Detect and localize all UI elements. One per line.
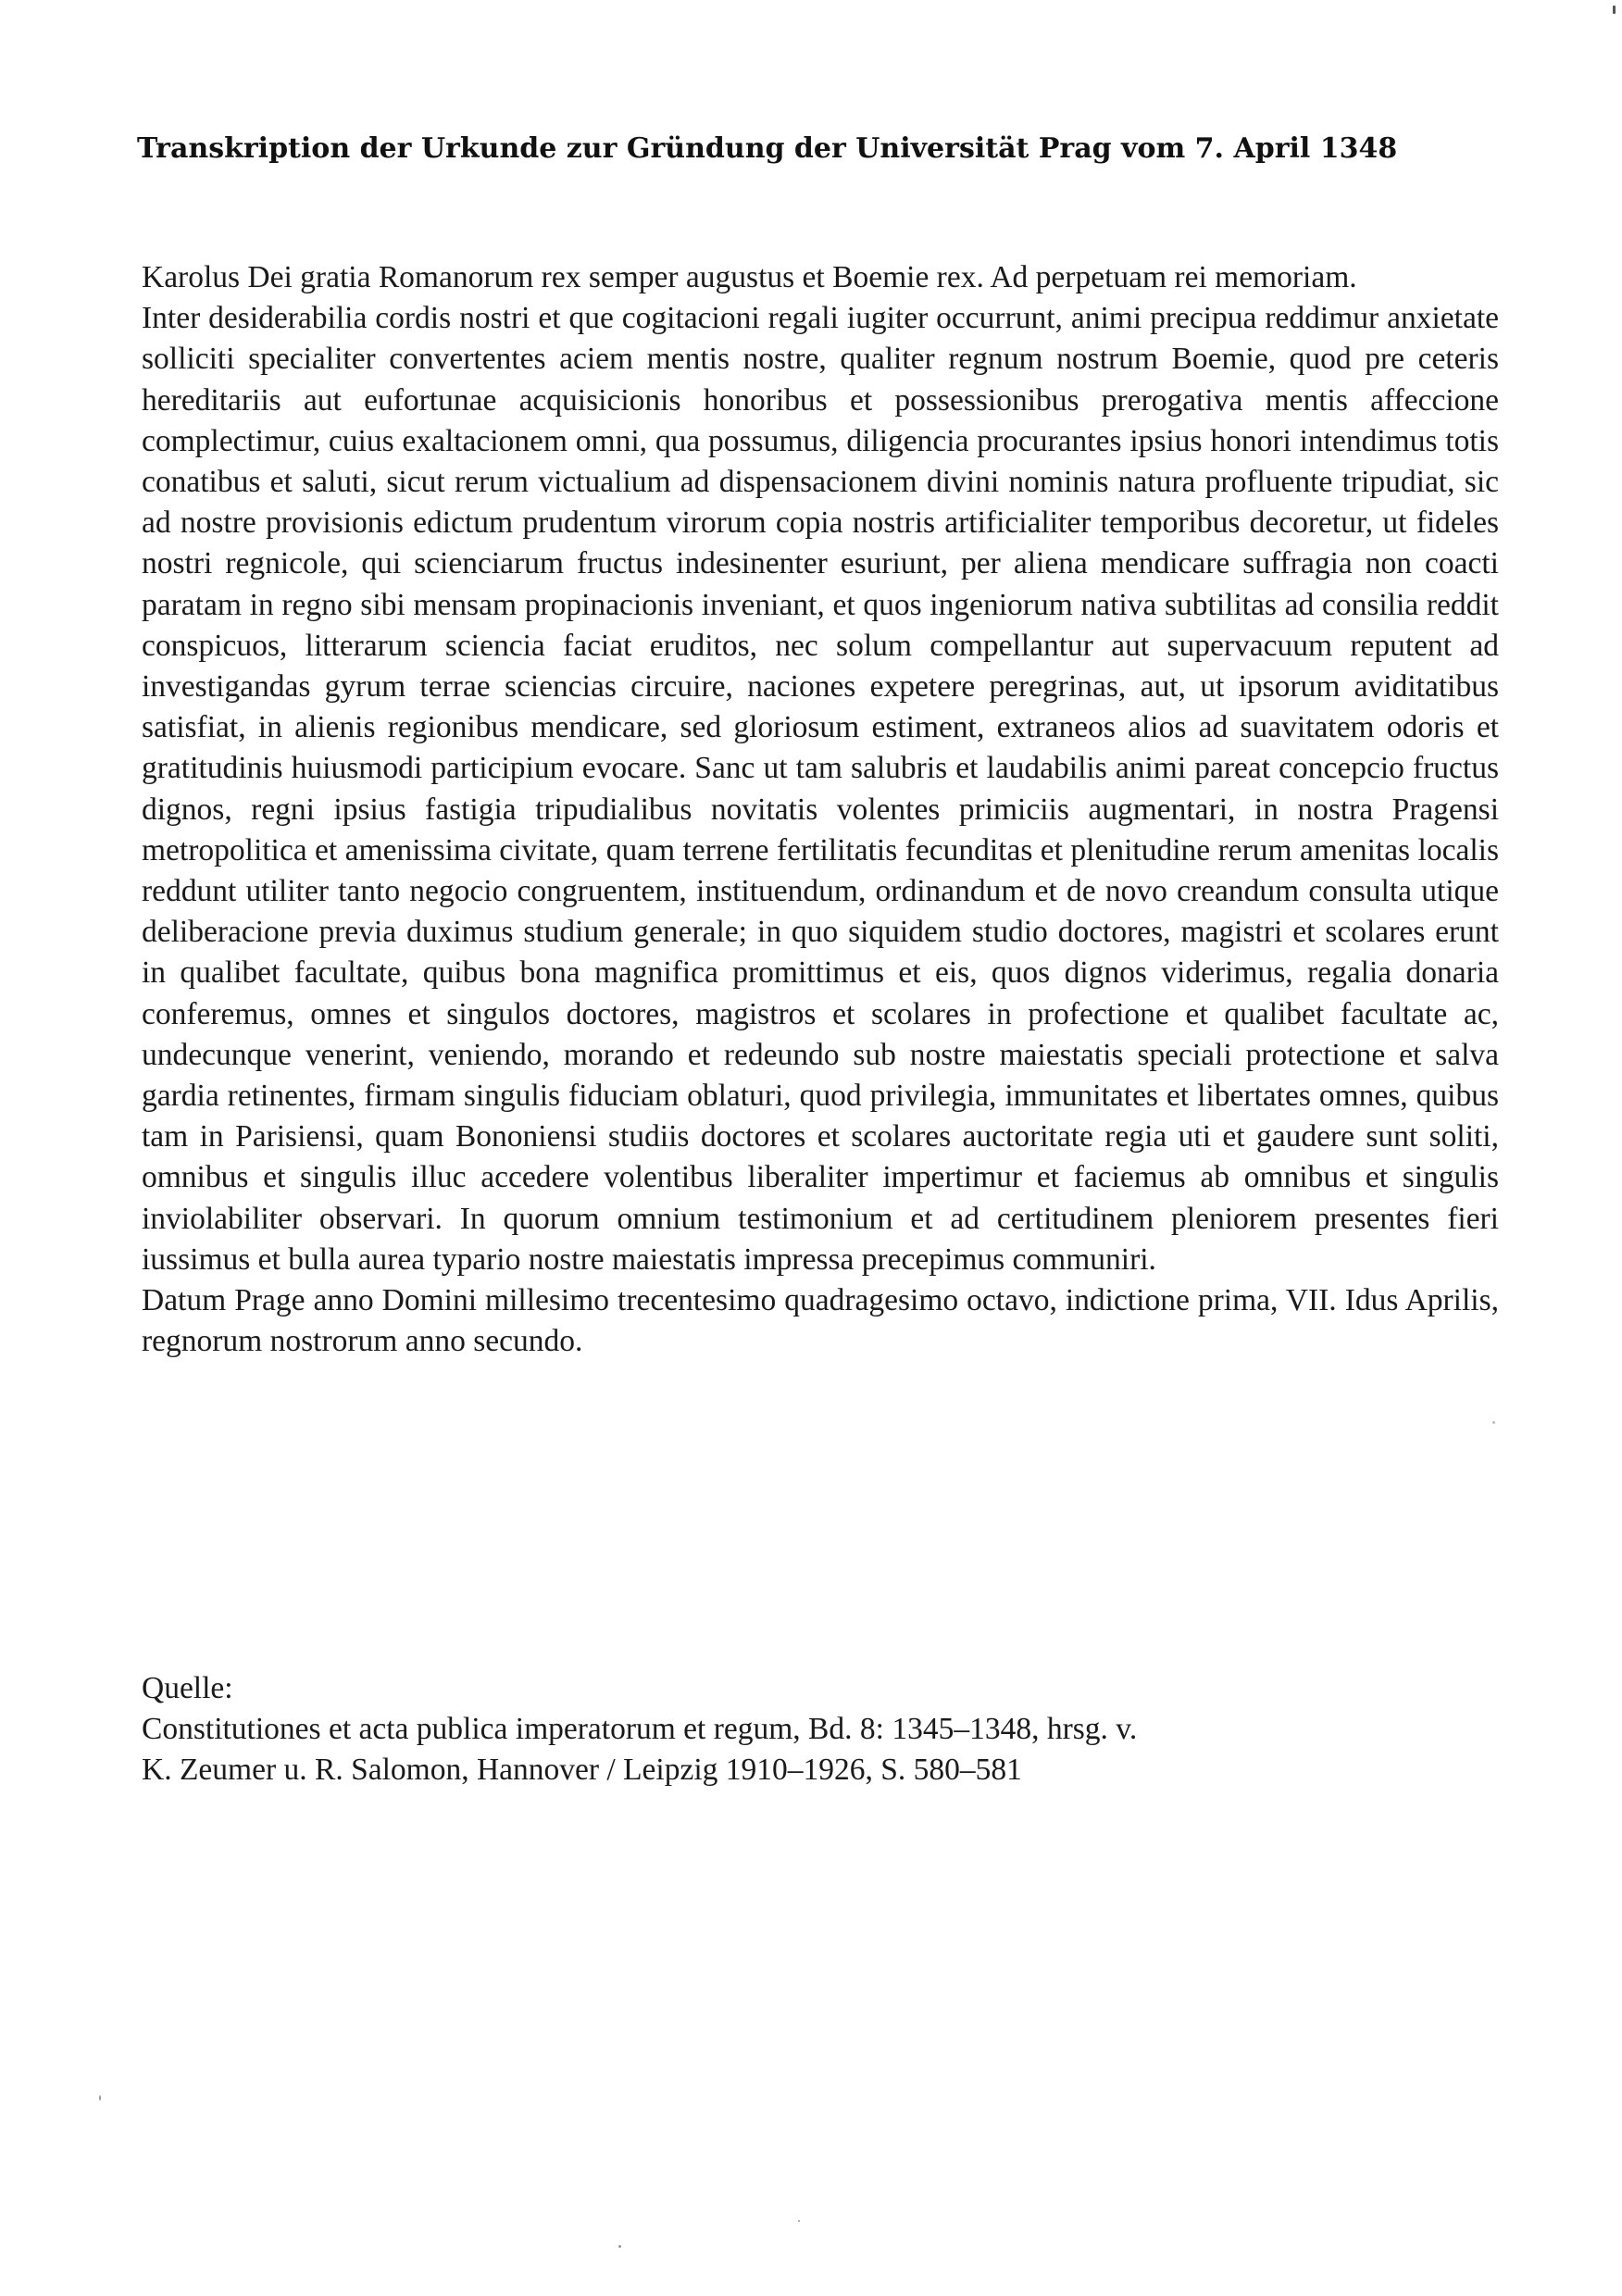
source-citation — [142, 1668, 1499, 1791]
source-line-1: Constitutiones et acta publica imperatorum et regum, Bd. 8: 1345–1348, hrsg. v. — [142, 1712, 1138, 1747]
scan-speck — [1613, 6, 1616, 14]
source-line-2: K. Zeumer u. R. Salomon, Hannover / Leipzig 1910–1926, S. 580–581 — [142, 1753, 1022, 1788]
source-label: Quelle: — [142, 1671, 233, 1705]
scan-speck — [99, 2095, 101, 2101]
scan-speck — [798, 2220, 800, 2222]
paragraph-main: Inter desiderabilia cordis nostri et que cogitacioni regali iugiter occurrunt, animi precipua reddimur anxietate solliciti specialiter convertentes aciem mentis nostre, qualiter regnum nostrum Boemie, quod pre ceteris hereditariis aut eufortunae acquisicionis honoribus et possessionibus prerogativa mentis affeccione complectimur, cuius exaltacionem omni, qua possumus, diligencia procurantes ipsius honori intendimus totis conatibus et saluti, sicut rerum victualium ad dispensacionem divini nominis natura profluente tripudiat, sic ad nostre provisionis edictum prudentum virorum copia nostris artificialiter temporibus decoretur, ut fideles nostri regnicole, qui scienciarum fructus indesinenter esuriunt, per aliena mendicare suffragia non coacti paratam in regno sibi mensam propinacionis inveniant, et quos ingeniorum nativa subtilitas ad consilia reddit conspicuos, litterarum sciencia faciat eruditos, nec solum compellantur aut supervacuum reputent ad investigandas gyrum terrae sciencias circuire, naciones expetere peregrinas, aut, ut ipsorum aviditatibus satisfiat, in alienis regionibus mendicare, sed gloriosum estiment, extraneos alios ad suavitatem odoris et gratitudinis huiusmodi participium evocare. Sanc ut tam salubris et laudabilis animi pareat concepcio fructus dignos, regni ipsius fastigia tripudialibus novitatis volentes primiciis augmentari, in nostra Pragensi metropolitica et amenissima civitate, quam terrene fertilitatis fecunditas et plenitudine rerum amenitas localis reddunt utiliter tanto negocio congruentem, instituendum, ordinandum et de novo creandum consulta utique deliberacione previa duximus studium generale; in quo siquidem studio doctores, magistri et scolares erunt in qualibet facultate, quibus bona magnifica promittimus et eis, quos dignos viderimus, regalia donaria conferemus, omnes et singulos doctores, magistros et scolares in profectione et qualibet facultate ac, undecunque venerint, veniendo, morando et redeundo sub nostre maiestatis speciali protectione et salva gardia retinentes, firmam singulis fiduciam oblaturi, quod privilegia, immunitates et libertates omnes, quibus tam in Parisiensi, quam Bononiensi studiis doctores et scolares auctoritate regia uti et gaudere sunt soliti, omnibus et singulis illuc accedere volentibus liberaliter impertimur et faciemus ab omnibus et singulis inviolabiliter observari. In quorum omnium testimonium et ad certitudinem pleniorem presentes fieri iussimus et bulla aurea typario nostre maiestatis impressa precepimus communiri. — [142, 301, 1499, 1277]
transcription-body — [142, 257, 1499, 1362]
scan-speck — [618, 2245, 621, 2248]
document-title: Transkription der Urkunde zur Gründung der Universität Prag vom 7. April 1348 — [137, 132, 1398, 165]
paragraph-dating: Datum Prage anno Domini millesimo trecentesimo quadragesimo octavo, indictione prima, VII. Idus Aprilis, regnorum nostrorum anno secundo. — [142, 1283, 1499, 1359]
scan-speck — [1492, 1421, 1495, 1424]
paragraph-intro: Karolus Dei gratia Romanorum rex semper augustus et Boemie rex. Ad perpetuam rei memoriam. — [142, 260, 1357, 294]
